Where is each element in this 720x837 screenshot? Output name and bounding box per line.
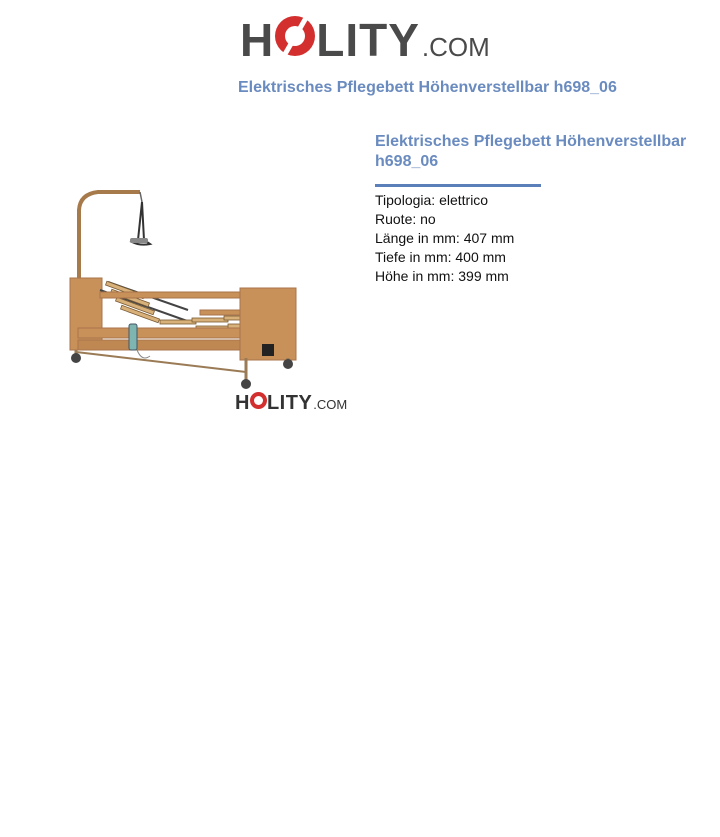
spec-tiefe: Tiefe in mm: 400 mm bbox=[375, 249, 506, 265]
product-image bbox=[0, 180, 360, 420]
spec-tipologia: Tipologia: elettrico bbox=[375, 192, 489, 208]
watermark-o-icon bbox=[250, 392, 267, 409]
logo-letter-h: H bbox=[240, 14, 275, 66]
watermark-tld: .COM bbox=[313, 397, 348, 412]
watermark-logo bbox=[235, 392, 347, 415]
page-title: Elektrisches Pflegebett Höhenverstellbar h698_06 bbox=[238, 79, 617, 96]
logo-o-icon bbox=[275, 16, 315, 56]
spec-ruote: Ruote: no bbox=[375, 211, 436, 227]
spec-hoehe: Höhe in mm: 399 mm bbox=[375, 268, 509, 284]
holity-logo[interactable] bbox=[240, 12, 490, 68]
logo-letters: LITY bbox=[316, 14, 420, 66]
title-divider bbox=[375, 184, 541, 187]
spec-laenge: Länge in mm: 407 mm bbox=[375, 230, 515, 246]
watermark-letter-h: H bbox=[235, 392, 250, 414]
watermark-letters: LITY bbox=[266, 392, 313, 414]
logo-tld: .COM bbox=[421, 32, 490, 62]
product-title: Elektrisches Pflegebett Höhenverstellbar h698_06 bbox=[375, 133, 687, 170]
product-details bbox=[375, 132, 705, 286]
